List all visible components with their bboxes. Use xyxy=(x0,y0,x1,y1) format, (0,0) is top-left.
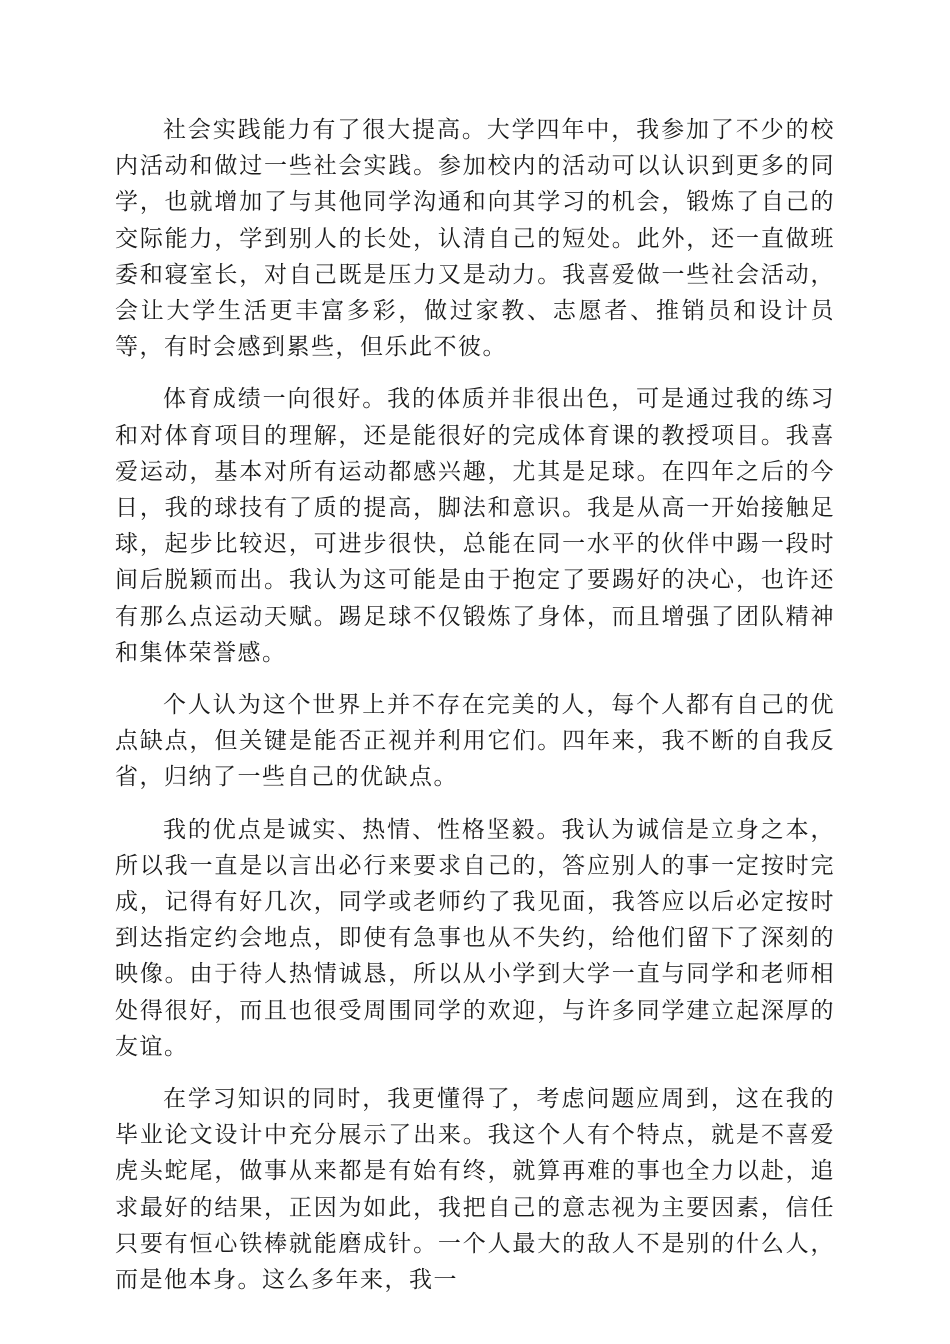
paragraph-strengths: 我的优点是诚实、热情、性格坚毅。我认为诚信是立身之本，所以我一直是以言出必行来要求自己的，答应别人的事一定按时完成，记得有好几次，同学或老师约了我见面，我答应以后必定按时到达指定约会地点，即使有急事也从不失约，给他们留下了深刻的映像。由于待人热情诚恳，所以从小学到大学一直与同学和老师相处得很好，而且也很受周围同学的欢迎，与许多同学建立起深厚的友谊。 xyxy=(115,816,835,1060)
paragraph-sports: 体育成绩一向很好。我的体质并非很出色，可是通过我的练习和对体育项目的理解，还是能很好的完成体育课的教授项目。我喜爱运动，基本对所有运动都感兴趣，尤其是足球。在四年之后的今日，我的球技有了质的提高，脚法和意识。我是从高一开始接触足球，起步比较迟，可进步很快，总能在同一水平的伙伴中踢一段时间后脱颖而出。我认为这可能是由于抱定了要踢好的决心，也许还有那么点运动天赋。踢足球不仅锻炼了身体，而且增强了团队精神和集体荣誉感。 xyxy=(115,386,835,666)
paragraph-learning: 在学习知识的同时，我更懂得了，考虑问题应周到，这在我的毕业论文设计中充分展示了出来。我这个人有个特点，就是不喜爱虎头蛇尾，做事从来都是有始有终，就算再难的事也全力以赴，追求最好的结果，正因为如此，我把自己的意志视为主要因素，信任只要有恒心铁棒就能磨成针。一个人最大的敌人不是别的什么人，而是他本身。这么多年来，我一 xyxy=(115,1086,835,1294)
document-body xyxy=(115,112,835,1314)
paragraph-self-reflection: 个人认为这个世界上并不存在完美的人，每个人都有自己的优点缺点，但关键是能否正视并利用它们。四年来，我不断的自我反省，归纳了一些自己的优缺点。 xyxy=(115,692,835,791)
paragraph-social-practice: 社会实践能力有了很大提高。大学四年中，我参加了不少的校内活动和做过一些社会实践。参加校内的活动可以认识到更多的同学，也就增加了与其他同学沟通和向其学习的机会，锻炼了自己的交际能力，学到别人的长处，认清自己的短处。此外，还一直做班委和寝室长，对自己既是压力又是动力。我喜爱做一些社会活动，会让大学生活更丰富多彩，做过家教、志愿者、推销员和设计员等，有时会感到累些，但乐此不彼。 xyxy=(115,117,835,361)
